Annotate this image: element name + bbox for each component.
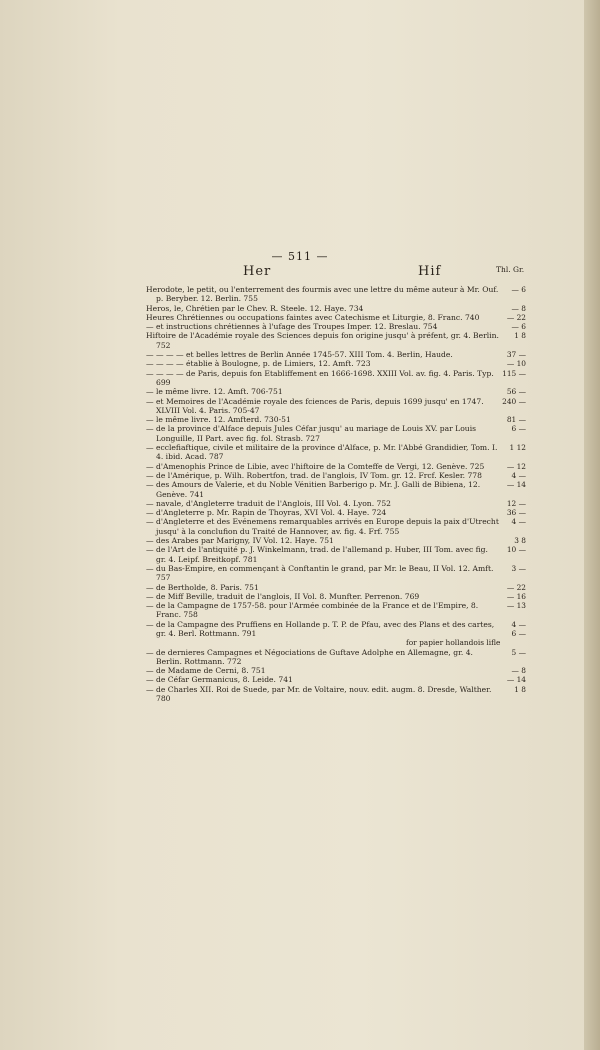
entry-title: — de Miff Beville, traduit de l'anglois, II Vol. 8. Munfter. Perrenon. 769 [146,591,420,601]
catalogue-entry [146,359,526,368]
catalogue-entry [146,508,526,517]
entry-title: — de la province d'Alface depuis Jules Céfar jusqu' au mariage de Louis XV. par Louis Longuille, II Part. avec fig. fol. Strasb. 727 [146,424,477,443]
running-head-right: Hif [418,264,442,279]
catalogue-entry [146,322,526,331]
entry-price: — 22 [506,582,526,592]
entry-title: — d'Amenophis Prince de Libie, avec l'hiftoire de la Comteffe de Vergi, 12. Genève. 725 [146,461,485,471]
entry-title: — et Memoires de l'Académie royale des fciences de Paris, depuis 1699 jusqu' en 1747. XLVIII Vol. 4. Paris. 705-47 [146,396,484,415]
entry-title: — le même livre. 12. Amft. 706-751 [146,387,283,397]
entry-title: — ecclefiaftique, civile et militaire de la province d'Alface, p. Mr. l'Abbé Grandidier, Tom. I. 4. ibid. Acad. 787 [146,443,498,462]
entry-list-continued [146,648,526,704]
entry-price: 1 12 [509,443,526,453]
entry-title: — des Arabes par Marigny, IV Vol. 12. Haye. 751 [146,536,334,546]
entry-title: — d'Angleterre et des Evénemens remarquables arrivés en Europe depuis la paix d'Utrecht jusqu' à la conclufion du Traité de Hannover, av. fig. 4. Frf. 755 [146,517,499,536]
catalogue-entry [146,564,526,583]
catalogue-entry [146,648,526,667]
entry-title: — des Amours de Valerie, et du Noble Vénitien Barberigo p. Mr. J. Galli de Bibiena, 12. Genève. 741 [146,480,481,499]
entry-title: — — — — établie à Boulogne, p. de Limiers, 12. Amft. 723 [146,359,371,369]
entry-title: — de dernieres Campagnes et Négociations de Guftave Adolphe en Allemagne, gr. 4. Berlin. Rottmann. 772 [146,647,473,666]
catalogue-entry [146,592,526,601]
catalogue-entry [146,369,526,388]
catalogue-entry [146,443,526,462]
catalogue-entry [146,331,526,350]
catalogue-entry [146,387,526,396]
entry-price: — 8 [511,303,526,313]
price-column-header: Thl. Gr. [496,265,525,274]
catalogue-entry [146,685,526,704]
page-number: — 511 — [271,250,329,263]
entry-price: 56 — [506,387,526,397]
entry-title: — navale, d'Angleterre traduit de l'Anglois, III Vol. 4. Lyon. 752 [146,498,392,508]
entry-price: 4 — [511,470,526,480]
entry-price: 12 — [506,498,526,508]
entry-price: 81 — [506,415,526,425]
entry-price: — 22 [506,312,526,322]
entry-title: — de la Campagne des Pruffiens en Hollande p. T. P. de Pfau, avec des Plans et des cartes, gr. 4. Berl. Rottmann. 791 [146,619,495,638]
catalogue-entry [146,601,526,620]
entry-price: — 6 [511,285,526,294]
catalogue-entry [146,462,526,471]
catalogue-entries [146,285,526,703]
entry-title: Heros, le, Chrétien par le Chev. R. Steele. 12. Haye. 734 [146,303,364,313]
entry-title: — de l'Amérique, p. Wilh. Robertfon, trad. de l'anglois, IV Tom. gr. 12. Frcf. Kesler. 778 [146,470,482,480]
entry-title: — de Bertholde, 8. Paris. 751 [146,582,259,592]
catalogue-entry [146,620,526,639]
entry-price: — 10 [506,359,526,369]
catalogue-entry [146,675,526,684]
entry-price: — 14 [506,480,526,490]
entry-title: — de Charles XII. Roi de Suede, par Mr. de Voltaire, nouv. edit. augm. 8. Dresde, Walther. 780 [146,684,492,704]
entry-price: 5 — [511,647,526,657]
entry-title: Herodote, le petit, ou l'enterrement des fourmis avec une lettre du même auteur à Mr. Ouf. p. Beryber. 12. Berlin. 755 [146,285,499,304]
entry-price: 6 — [511,424,526,434]
entry-price: 37 — [506,350,526,360]
entry-price: 3 — [511,563,526,573]
entry-title: Hiftoire de l'Académie royale des Sciences depuis fon origine jusqu' à préfent, gr. 4. Berlin. 752 [146,331,499,350]
catalogue-entry [146,313,526,322]
catalogue-entry [146,424,526,443]
catalogue-entry [146,304,526,313]
entry-price: — 12 [506,461,526,471]
entry-title: — du Bas-Empire, en commençant à Conftantin le grand, par Mr. le Beau, II Vol. 12. Amft. 757 [146,563,494,583]
entry-title: — de Céfar Germanicus, 8. Leide. 741 [146,675,293,685]
running-head-left: Her [243,264,272,279]
entry-price: 36 — [506,508,526,518]
entry-price: 1 8 [514,684,526,694]
catalogue-entry [146,480,526,499]
catalogue-entry [146,583,526,592]
entry-title: — le même livre. 12. Amfterd. 730-51 [146,415,291,425]
entry-price: 4 — [511,619,526,629]
entry-price: — 14 [506,675,526,685]
entry-price: 115 — [502,368,526,378]
catalogue-entry [146,499,526,508]
catalogue-entry [146,536,526,545]
entry-title: — et instructions chrétiennes à l'ufage des Troupes Imper. 12. Breslau. 754 [146,322,438,332]
entry-price: — 16 [506,591,526,601]
page-spine-shadow [584,0,600,1050]
entry-title: — de Madame de Cerni, 8. 751 [146,666,266,676]
entry-title: Heures Chrétiennes ou occupations faintes avec Catechisme et Liturgie, 8. Franc. 740 [146,312,480,322]
entry-price: — 13 [506,601,526,611]
catalogue-entry [146,666,526,675]
entry-list [146,285,526,638]
entry-price: 10 — [506,545,526,555]
entry-price-alt: 6 — [511,628,526,638]
catalogue-entry [146,397,526,416]
catalogue-entry [146,471,526,480]
catalogue-entry [146,285,526,304]
entry-title: — de l'Art de l'antiquité p. J. Winkelmann, trad. de l'allemand p. Huber, III Tom. avec fig. gr. 4. Leipf. Breitkopf. 781 [146,545,488,564]
entry-price: 3 8 [514,536,526,546]
catalogue-entry [146,545,526,564]
catalogue-entry [146,415,526,424]
entry-title: — d'Angleterre p. Mr. Rapin de Thoyras, XVI Vol. 4. Haye. 724 [146,508,387,518]
catalogue-entry [146,350,526,359]
entry-title: — — — — de Paris, depuis fon Etabliffement en 1666-1698. XXIII Vol. av. fig. 4. Paris. Typ. 699 [146,368,494,387]
entry-title: — de la Campagne de 1757-58. pour l'Armée combinée de la France et de l'Empire, 8. Franc. 758 [146,601,479,620]
entry-price: 1 8 [514,331,526,341]
entry-price: — 6 [511,322,526,332]
catalogue-entry [146,517,526,536]
entry-price: 4 — [511,517,526,527]
entry-price: — 8 [511,666,526,676]
entry-price: 240 — [502,396,526,406]
entry-title: — — — — et belles lettres de Berlin Année 1745-57. XIII Tom. 4. Berlin, Haude. [146,350,453,360]
price-note: for papier hollandois lifle [406,638,501,648]
